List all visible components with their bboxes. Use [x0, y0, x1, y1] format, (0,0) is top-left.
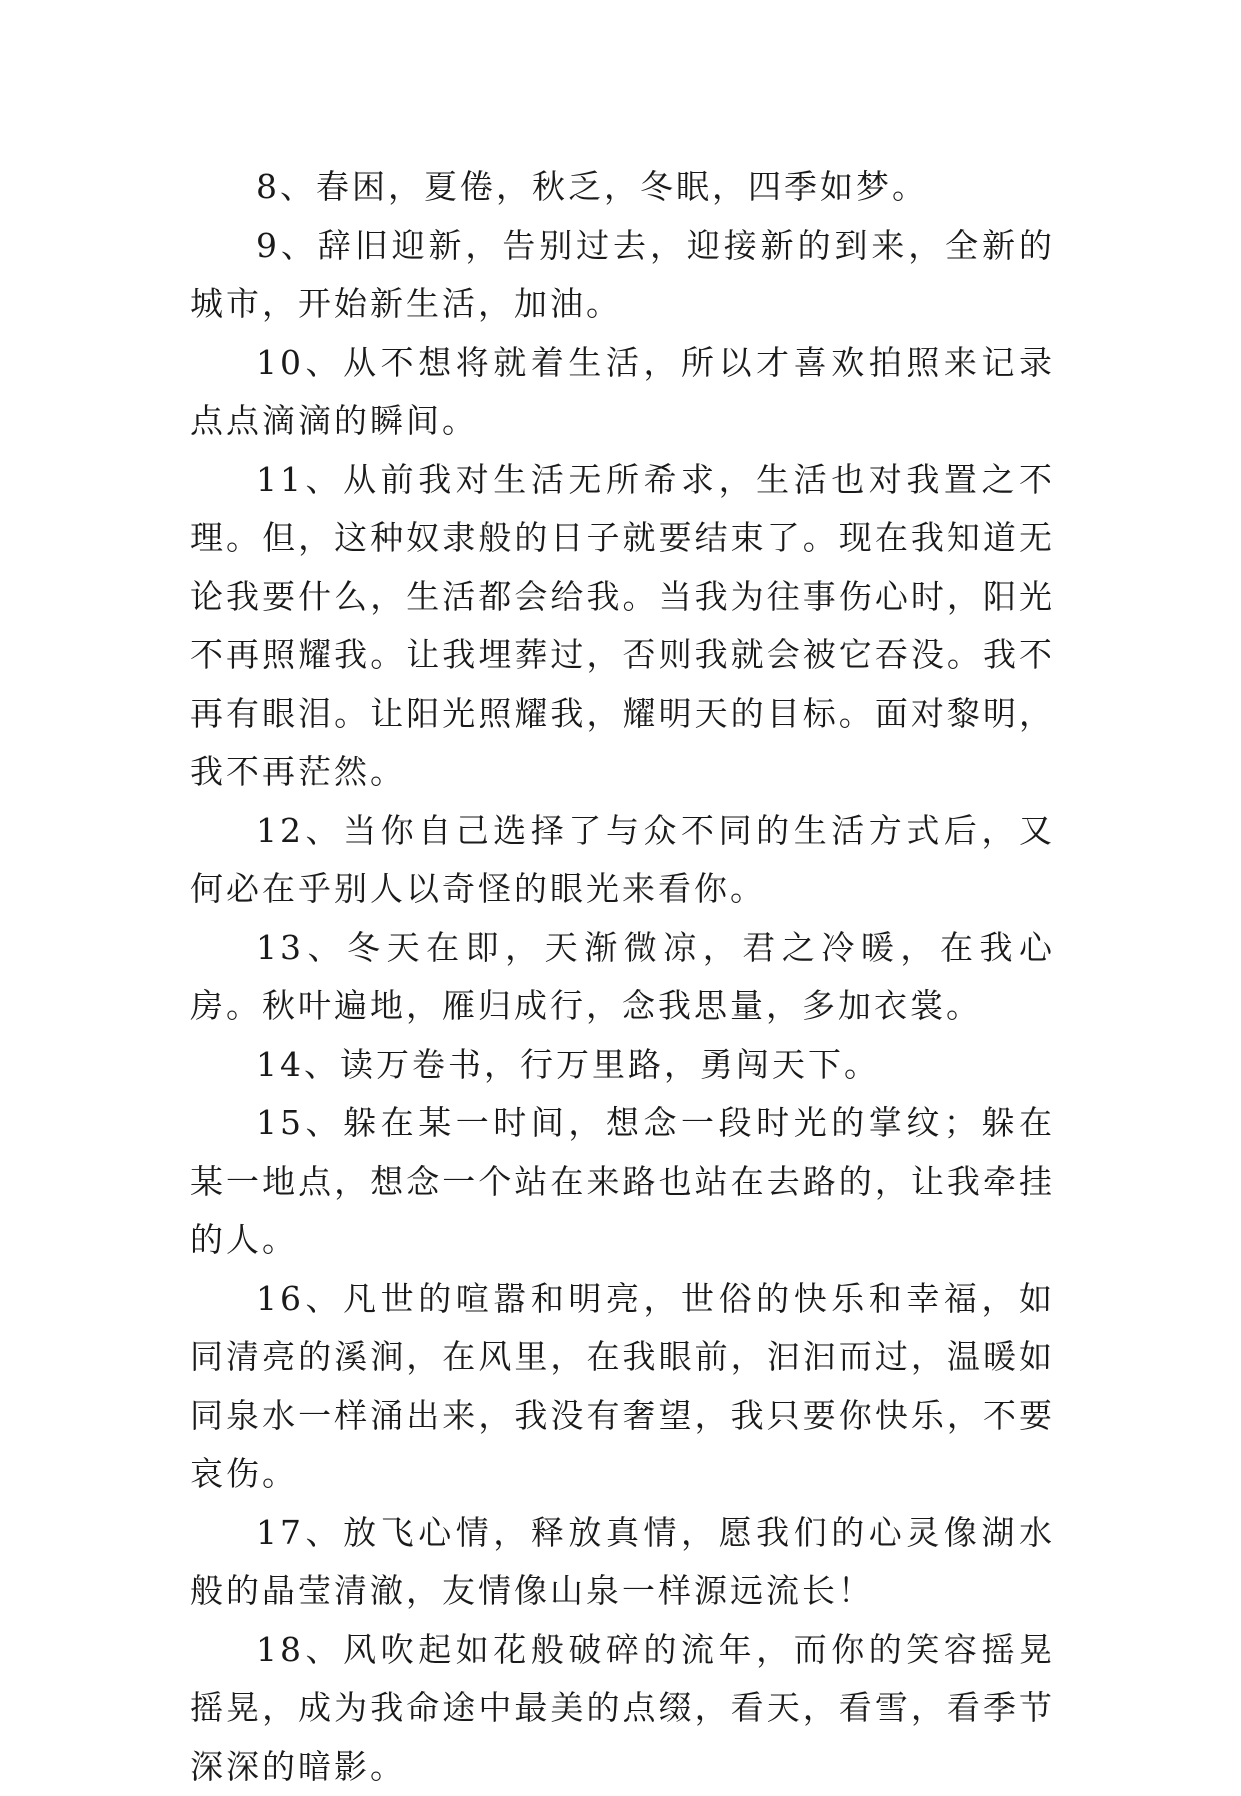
document-page: [190, 158, 1055, 1796]
paragraph-14: 14、读万卷书，行万里路，勇闯天下。: [190, 1036, 1055, 1095]
paragraph-10: 10、从不想将就着生活，所以才喜欢拍照来记录点点滴滴的瞬间。: [190, 334, 1055, 451]
paragraph-13: 13、冬天在即，天渐微凉，君之冷暖，在我心房。秋叶遍地，雁归成行，念我思量，多加衣裳。: [190, 919, 1055, 1036]
paragraph-15: 15、躲在某一时间，想念一段时光的掌纹；躲在某一地点，想念一个站在来路也站在去路的，让我牵挂的人。: [190, 1094, 1055, 1270]
paragraph-8: 8、春困，夏倦，秋乏，冬眠，四季如梦。: [190, 158, 1055, 217]
paragraph-17: 17、放飞心情，释放真情，愿我们的心灵像湖水般的晶莹清澈，友情像山泉一样源远流长！: [190, 1504, 1055, 1621]
paragraph-16: 16、凡世的喧嚣和明亮，世俗的快乐和幸福，如同清亮的溪涧，在风里，在我眼前，汩汩而过，温暖如同泉水一样涌出来，我没有奢望，我只要你快乐，不要哀伤。: [190, 1270, 1055, 1504]
paragraph-11: 11、从前我对生活无所希求，生活也对我置之不理。但，这种奴隶般的日子就要结束了。现在我知道无论我要什么，生活都会给我。当我为往事伤心时，阳光不再照耀我。让我埋葬过，否则我就会被它吞没。我不再有眼泪。让阳光照耀我，耀明天的目标。面对黎明，我不再茫然。: [190, 451, 1055, 802]
paragraph-12: 12、当你自己选择了与众不同的生活方式后，又何必在乎别人以奇怪的眼光来看你。: [190, 802, 1055, 919]
paragraph-18: 18、风吹起如花般破碎的流年，而你的笑容摇晃摇晃，成为我命途中最美的点缀，看天，看雪，看季节深深的暗影。: [190, 1621, 1055, 1796]
paragraph-9: 9、辞旧迎新，告别过去，迎接新的到来，全新的城市，开始新生活，加油。: [190, 217, 1055, 334]
